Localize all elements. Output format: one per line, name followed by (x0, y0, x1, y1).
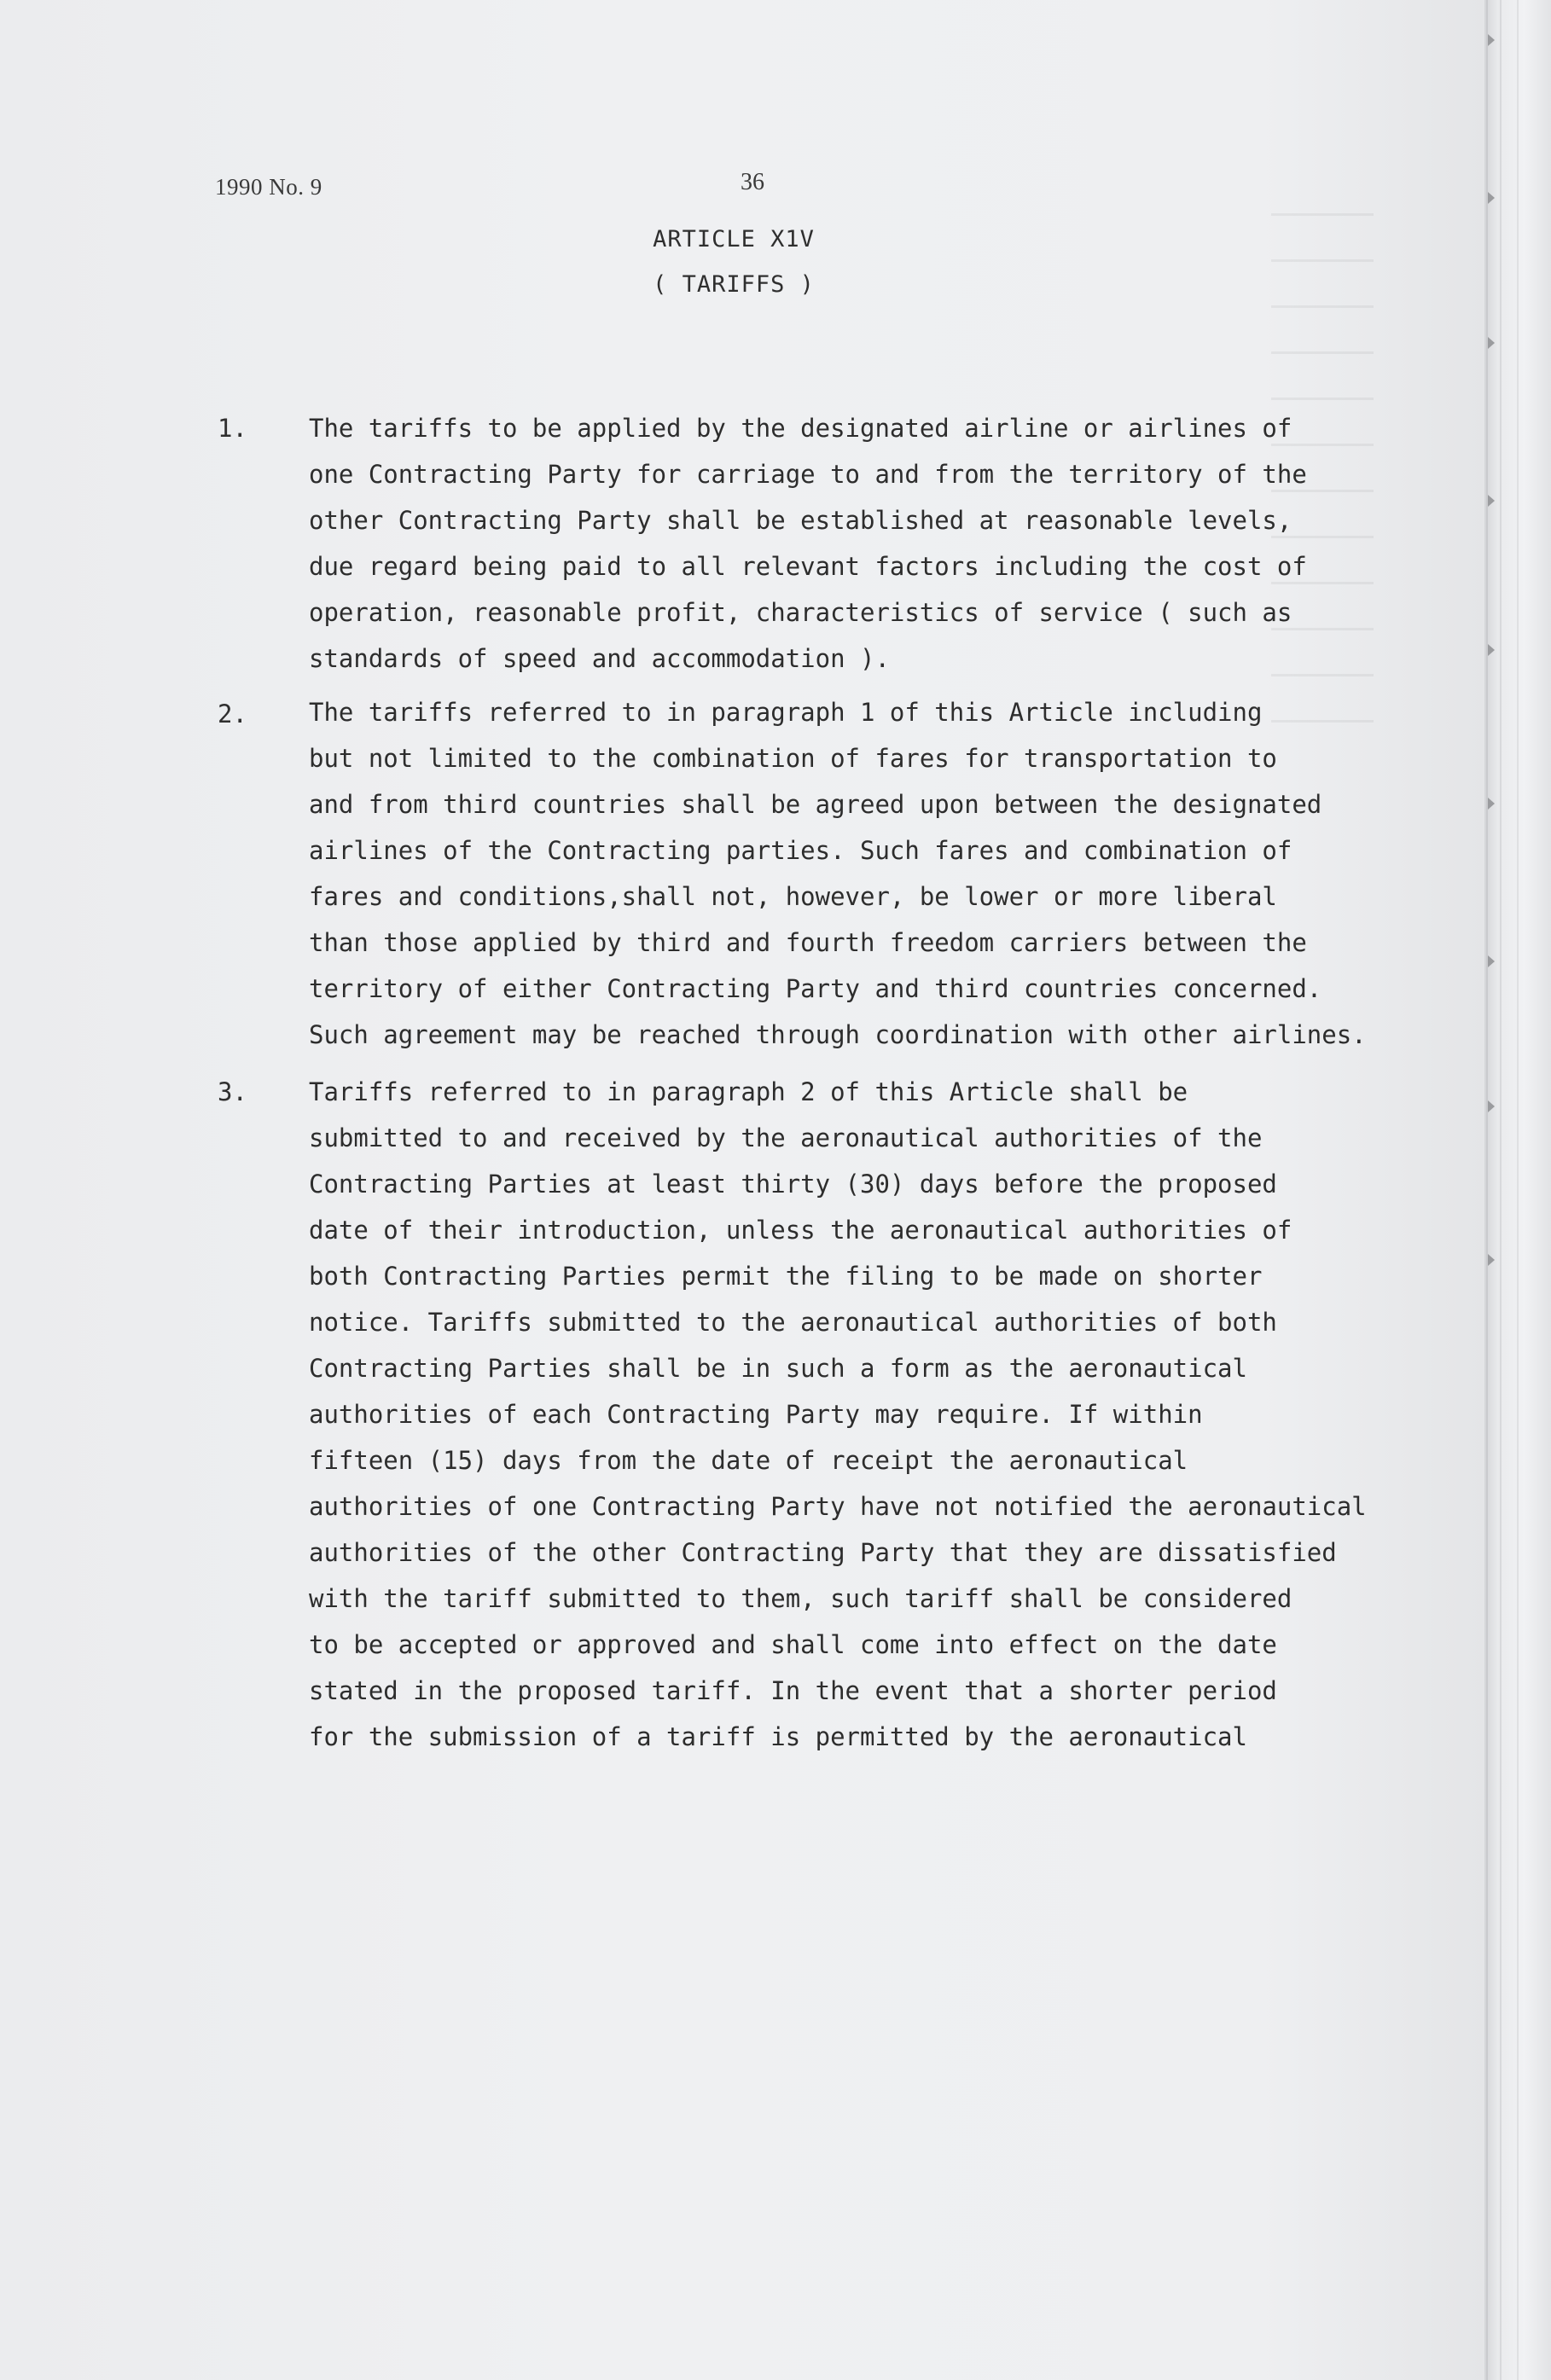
page-tab-mark (1488, 192, 1495, 204)
page-edge-line (1517, 0, 1519, 2380)
text-line: authorities of each Contracting Party may require. If within (309, 1400, 1203, 1429)
text-line: date of their introduction, unless the aeronautical authorities of (309, 1216, 1292, 1245)
page-tab-mark (1488, 798, 1495, 810)
page-edge-line (1500, 0, 1502, 2380)
text-line: The tariffs to be applied by the designated airline or airlines of (309, 414, 1292, 443)
text-line: stated in the proposed tariff. In the event that a shorter period (309, 1676, 1277, 1705)
text-line: to be accepted or approved and shall come into effect on the date (309, 1630, 1277, 1659)
text-line: The tariffs referred to in paragraph 1 of this Article including (309, 698, 1263, 727)
paragraph-number: 1. (218, 414, 247, 443)
text-line: operation, reasonable profit, characteristics of service ( such as (309, 598, 1292, 627)
text-line: other Contracting Party shall be established at reasonable levels, (309, 506, 1292, 535)
text-line: Tariffs referred to in paragraph 2 of this Article shall be (309, 1077, 1188, 1106)
page-tab-mark (1488, 34, 1495, 46)
page-tab-mark (1488, 1254, 1495, 1266)
article-title (0, 226, 1467, 253)
text-line: submitted to and received by the aeronautical authorities of the (309, 1123, 1263, 1152)
text-line: Contracting Parties at least thirty (30) days before the proposed (309, 1170, 1277, 1199)
gazette-year-number: 1990 No. 9 (215, 174, 322, 200)
text-line: and from third countries shall be agreed upon between the designated (309, 790, 1322, 819)
page-tab-mark (1488, 495, 1495, 507)
text-line: standards of speed and accommodation ). (309, 644, 890, 673)
article-subtitle (0, 271, 1467, 298)
text-line: fifteen (15) days from the date of receipt the aeronautical (309, 1446, 1188, 1475)
paragraph-text (309, 689, 1418, 1058)
paragraph-text (309, 405, 1418, 682)
paragraph-number: 2. (218, 699, 247, 729)
text-line: fares and conditions,shall not, however, be lower or more liberal (309, 882, 1277, 911)
stacked-page-edges (1484, 0, 1551, 2380)
text-line: airlines of the Contracting parties. Such fares and combination of (309, 836, 1292, 865)
paragraph-text (309, 1069, 1418, 1760)
text-line: one Contracting Party for carriage to and from the territory of the (309, 460, 1307, 489)
text-line: Such agreement may be reached through coordination with other airlines. (309, 1020, 1367, 1049)
text-line: with the tariff submitted to them, such tariff shall be considered (309, 1584, 1292, 1613)
text-line: territory of either Contracting Party and third countries concerned. (309, 974, 1322, 1003)
text-line: authorities of the other Contracting Party that they are dissatisfied (309, 1538, 1337, 1567)
article-title-text: ARTICLE X1V (653, 226, 815, 253)
text-line: notice. Tariffs submitted to the aeronautical authorities of both (309, 1308, 1277, 1337)
text-line: but not limited to the combination of fares for transportation to (309, 744, 1277, 773)
paragraph-number: 3. (218, 1077, 247, 1106)
page-edge-line (1486, 0, 1488, 2380)
text-line: Contracting Parties shall be in such a form as the aeronautical (309, 1354, 1247, 1383)
page-tab-mark (1488, 644, 1495, 656)
text-line: than those applied by third and fourth freedom carriers between the (309, 928, 1307, 957)
text-line: authorities of one Contracting Party have not notified the aeronautical (309, 1492, 1367, 1521)
text-line: due regard being paid to all relevant factors including the cost of (309, 552, 1307, 581)
page-tab-mark (1488, 337, 1495, 349)
text-line: both Contracting Parties permit the filing to be made on shorter (309, 1262, 1263, 1291)
text-line: for the submission of a tariff is permitted by the aeronautical (309, 1722, 1247, 1751)
page-tab-mark (1488, 1100, 1495, 1112)
article-subtitle-text: ( TARIFFS ) (653, 271, 815, 298)
page-number: 36 (741, 169, 764, 195)
page-tab-mark (1488, 955, 1495, 967)
